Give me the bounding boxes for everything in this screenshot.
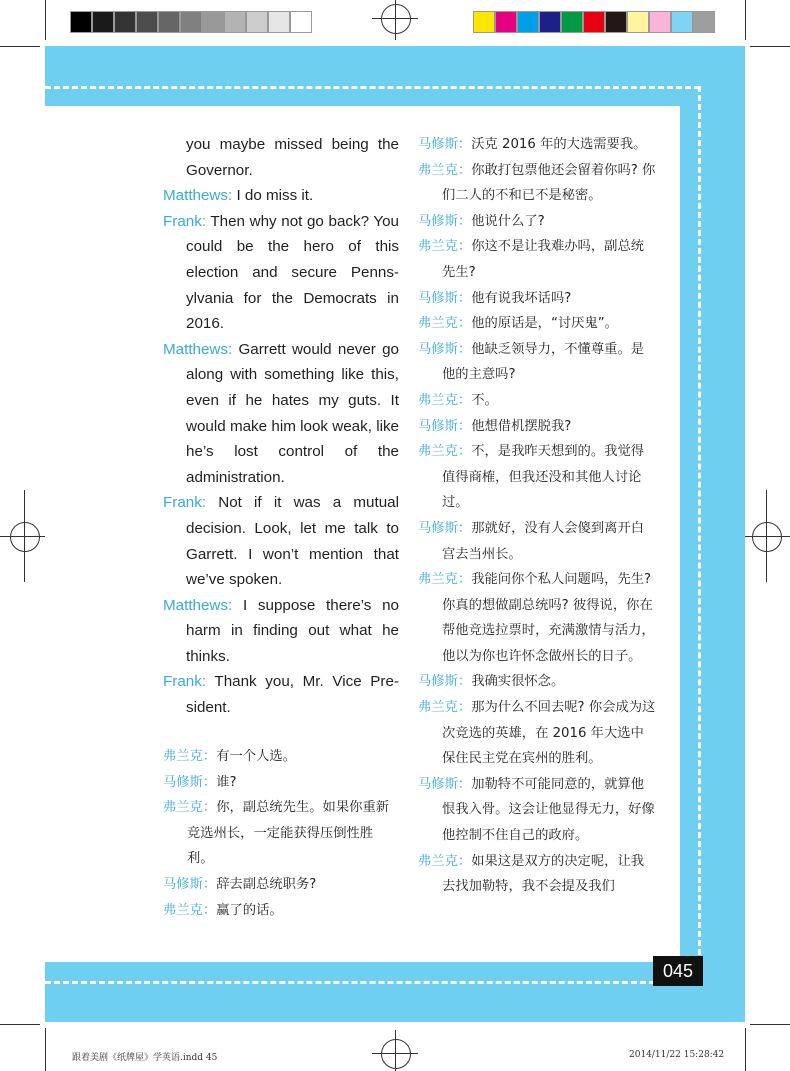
chinese-dialogue-left xyxy=(163,744,399,923)
dialogue-text: 他想借机摆脱我? xyxy=(471,418,572,434)
footer-filename: 跟着美剧《纸牌屋》学英语.indd 45 xyxy=(72,1053,218,1063)
dashed-border xyxy=(45,86,700,89)
crop-mark xyxy=(0,1024,40,1025)
page-frame-right xyxy=(680,46,745,966)
dialogue-text: Garrett would never go along with something like this, even if he hates my guts. It would make him look weak, like he’s lost control of the administration. xyxy=(186,340,399,486)
dialogue-text: Then why not go back? You could be the hero of this election and secure Penns-ylvania for the Democrats in 2016. xyxy=(186,212,399,333)
color-swatch xyxy=(627,11,649,33)
dashed-border xyxy=(698,86,701,982)
color-swatch xyxy=(583,11,605,33)
color-swatch xyxy=(268,11,290,33)
registration-line xyxy=(766,490,767,582)
color-swatch xyxy=(180,11,202,33)
speaker-name: 弗兰克： xyxy=(418,392,472,408)
color-swatch xyxy=(224,11,246,33)
registration-line xyxy=(0,536,45,537)
color-swatch xyxy=(495,11,517,33)
speaker-name: 弗兰克： xyxy=(163,749,217,764)
dialogue-line xyxy=(163,898,399,924)
dialogue-text: 他说什么了? xyxy=(471,213,545,229)
speaker-name: 马修斯： xyxy=(418,341,472,357)
dialogue-text: 加勒特不可能同意的，就算他恨我入骨。这会让他显得无力，好像他控制不住自己的政府。 xyxy=(442,776,655,844)
dialogue-line xyxy=(163,669,399,720)
color-swatch xyxy=(136,11,158,33)
dialogue-line xyxy=(418,772,656,849)
dialogue-line xyxy=(418,311,656,337)
dialogue-line xyxy=(418,209,656,235)
registration-line xyxy=(372,1053,418,1054)
color-swatch xyxy=(158,11,180,33)
speaker-name: Frank: xyxy=(163,212,207,230)
dialogue-text: 他缺乏领导力，不懂尊重。是他的主意吗? xyxy=(442,341,645,383)
dialogue-text: 我确实很怀念。 xyxy=(471,674,565,690)
dialogue-line xyxy=(418,414,656,440)
speaker-name: 弗兰克： xyxy=(418,239,472,255)
crop-mark xyxy=(45,1028,46,1071)
process-color-bar xyxy=(473,11,715,35)
dialogue-line xyxy=(418,567,656,669)
speaker-name: 弗兰克： xyxy=(418,162,472,178)
dialogue-text: I suppose there’s no harm in finding out what he thinks. xyxy=(186,596,399,665)
grayscale-color-bar xyxy=(70,11,312,35)
dialogue-line xyxy=(418,234,656,285)
dialogue-text: 那就好，没有人会傻到离开白宫去当州长。 xyxy=(442,520,645,562)
dialogue-line xyxy=(163,183,399,209)
dialogue-line xyxy=(418,286,656,312)
dialogue-text: Thank you, Mr. Vice Pre-sident. xyxy=(186,673,399,717)
dialogue-line xyxy=(418,695,656,772)
dashed-border xyxy=(45,981,700,984)
speaker-name: 弗兰克： xyxy=(163,800,217,816)
color-swatch xyxy=(605,11,627,33)
dialogue-text: 你，副总统先生。如果你重新竞选州长，一定能获得压倒性胜利。 xyxy=(187,800,390,867)
footer-timestamp: 2014/11/22 15:28:42 xyxy=(629,1050,725,1060)
dialogue-line xyxy=(418,132,656,158)
color-swatch xyxy=(290,11,312,33)
registration-line xyxy=(395,1030,396,1071)
dialogue-text: 有一个人选。 xyxy=(216,749,296,764)
dialogue-text: 那为什么不回去呢? 你会成为这次竞选的英雄，在 2016 年大选中保住民主党在宾州的胜利。 xyxy=(442,700,656,767)
dialogue-text: 辞去副总统职务? xyxy=(216,876,317,892)
dialogue-line xyxy=(163,593,399,670)
speaker-name: 马修斯： xyxy=(418,137,472,152)
dialogue-text: 你这不是让我难办吗，副总统先生? xyxy=(442,239,645,280)
speaker-name: 弗兰克： xyxy=(418,316,472,332)
registration-mark-bottom xyxy=(381,1039,411,1069)
speaker-name: 弗兰克： xyxy=(418,444,472,460)
dialogue-text: I do miss it. xyxy=(232,187,314,205)
page-frame-bottom xyxy=(45,962,745,1022)
registration-mark-left xyxy=(10,522,40,552)
speaker-name: 弗兰克： xyxy=(418,700,472,716)
dialogue-line xyxy=(163,490,399,592)
speaker-name: Frank: xyxy=(163,494,207,512)
speaker-name: 弗兰克： xyxy=(418,853,472,869)
color-swatch xyxy=(517,11,539,33)
dialogue-line xyxy=(163,795,399,872)
dialogue-line xyxy=(418,439,656,516)
color-swatch xyxy=(671,11,693,33)
speaker-name: Frank: xyxy=(163,673,207,691)
crop-mark xyxy=(0,46,40,47)
color-swatch xyxy=(246,11,268,33)
dialogue-text: you maybe missed being the Governor. xyxy=(186,136,399,179)
dialogue-line xyxy=(418,516,656,567)
color-swatch xyxy=(649,11,671,33)
crop-mark xyxy=(45,0,46,40)
dialogue-line xyxy=(418,669,656,695)
speaker-name: 马修斯： xyxy=(418,520,472,536)
registration-line xyxy=(395,0,396,40)
color-swatch xyxy=(92,11,114,33)
crop-mark xyxy=(750,1024,790,1025)
color-swatch xyxy=(693,11,715,33)
dialogue-line xyxy=(418,158,656,209)
registration-line xyxy=(24,490,25,582)
speaker-name: 弗兰克： xyxy=(418,572,472,588)
dialogue-line xyxy=(418,388,656,414)
color-swatch xyxy=(539,11,561,33)
dialogue-text: 我能问你个私人问题吗，先生? 你真的想做副总统吗? 彼得说，你在帮他竞选拉票时，充满激情与活力，他以为你也许怀念做州长的日子。 xyxy=(442,572,655,664)
dialogue-line xyxy=(163,744,399,770)
registration-line xyxy=(372,18,418,19)
crop-mark xyxy=(745,1028,746,1071)
dialogue-text: 他的原话是，“讨厌鬼”。 xyxy=(471,316,618,332)
crop-mark xyxy=(745,0,746,40)
dialogue-line xyxy=(418,849,656,900)
dialogue-text: Not if it was a mutual decision. Look, let me talk to Garrett. I won’t mention that we’ve spoken. xyxy=(186,494,399,589)
color-swatch xyxy=(114,11,136,33)
page-number: 045 xyxy=(653,956,703,986)
dialogue-text: 不，是我昨天想到的。我觉得值得商榷，但我还没和其他人讨论过。 xyxy=(442,444,645,511)
dialogue-text: 你敢打包票他还会留着你吗? 你们二人的不和已不是秘密。 xyxy=(442,162,656,204)
dialogue-text: 沃克 2016 年的大选需要我。 xyxy=(471,137,647,152)
speaker-name: Matthews: xyxy=(163,340,233,358)
crop-mark xyxy=(750,46,790,47)
dialogue-text: 如果这是双方的决定呢，让我去找加勒特，我不会提及我们 xyxy=(442,853,645,895)
dialogue-text: 谁? xyxy=(216,774,237,790)
speaker-name: 马修斯： xyxy=(418,213,472,229)
page-frame-top xyxy=(45,46,745,106)
color-swatch xyxy=(202,11,224,33)
english-dialogue xyxy=(163,132,399,721)
chinese-dialogue-right xyxy=(418,132,656,900)
speaker-name: 弗兰克： xyxy=(163,902,217,918)
dialogue-line xyxy=(163,872,399,898)
speaker-name: 马修斯： xyxy=(418,776,472,792)
speaker-name: Matthews: xyxy=(163,187,233,205)
speaker-name: 马修斯： xyxy=(418,418,472,434)
dialogue-line xyxy=(163,132,399,183)
color-swatch xyxy=(473,11,495,33)
registration-line xyxy=(745,536,790,537)
registration-mark-right xyxy=(752,522,782,552)
dialogue-text: 不。 xyxy=(471,392,498,408)
speaker-name: 马修斯： xyxy=(163,774,217,790)
speaker-name: 马修斯： xyxy=(418,290,472,306)
dialogue-line xyxy=(163,209,399,337)
dialogue-line xyxy=(163,337,399,491)
color-swatch xyxy=(561,11,583,33)
registration-mark-top xyxy=(381,4,411,34)
dialogue-text: 赢了的话。 xyxy=(216,902,283,918)
speaker-name: 马修斯： xyxy=(163,876,217,892)
speaker-name: 马修斯： xyxy=(418,674,472,690)
speaker-name: Matthews: xyxy=(163,596,233,614)
dialogue-line xyxy=(418,337,656,388)
dialogue-text: 他有说我坏话吗? xyxy=(471,290,572,306)
color-swatch xyxy=(70,11,92,33)
dialogue-line xyxy=(163,770,399,796)
